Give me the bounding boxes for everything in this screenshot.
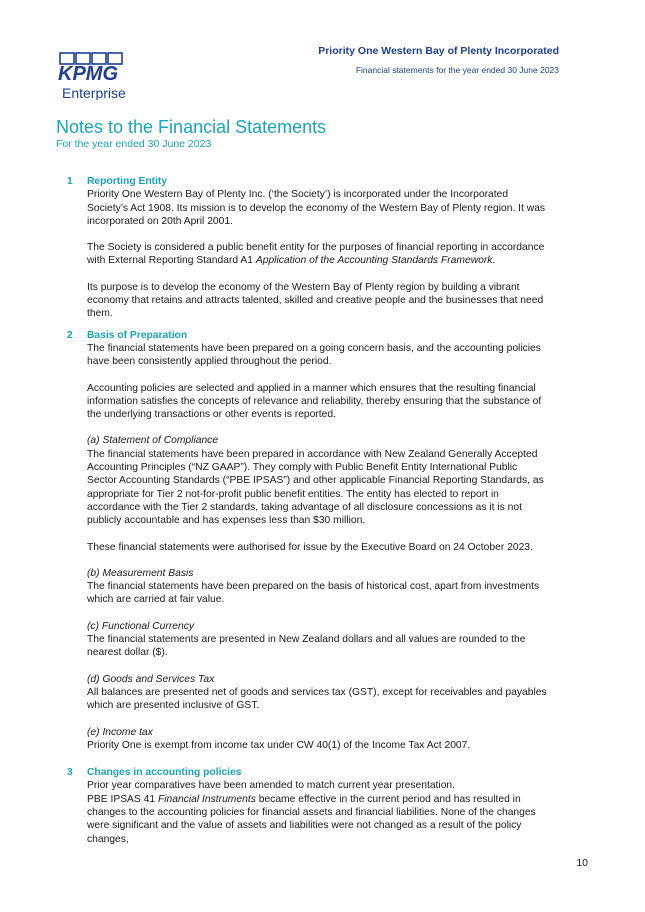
italic-text: Financial Instruments (157, 793, 256, 805)
section-heading: Basis of Preparation (87, 329, 188, 341)
section-number: 2 (67, 329, 73, 341)
text-run: The Society is considered a public benefit entity for the purposes of financial reporting in accordance with External Reporting Standard A1 (87, 242, 545, 267)
page-title: Notes to the Financial Statements (56, 117, 327, 137)
paragraph: The financial statements have been prepared in accordance with New Zealand Generally Accepted Accounting Principles (“NZ GAAP”). They comply with Public Benefit Entity International Public Sector Accounting Standards (“PBE IPSAS”) and other applicable Financial Reporting Standards, as appropriate for Tier 2 not-for-profit public benefit entities. The entity has elected to report in accordance with the Tier 2 standards, taking advantage of all disclosure concessions as it is not publicly accountable and has expenses less than $30 million. (87, 448, 544, 527)
text-run: PBE IPSAS 41 (87, 793, 158, 805)
logo-wordmark: KPMG (58, 63, 118, 85)
section-heading: Reporting Entity (87, 176, 168, 187)
italic-text: Application of the Accounting Standards Framework (255, 255, 493, 267)
notes-content (67, 175, 547, 846)
paragraph: All balances are presented net of goods and services tax (GST), except for receivables and payables which are presented inclusive of GST. (87, 686, 547, 712)
section-1 (67, 175, 547, 321)
subheading: (a) Statement of Compliance (87, 435, 219, 447)
section-3 (67, 766, 547, 846)
paragraph: The financial statements are presented in New Zealand dollars and all values are rounded to the nearest dollar ($). (87, 634, 526, 659)
paragraph: These financial statements were authorised for issue by the Executive Board on 24 October 2023. (87, 541, 533, 553)
section-number: 1 (67, 176, 73, 187)
section-number: 3 (67, 767, 73, 779)
logo-subtext: Enterprise (62, 85, 126, 100)
paragraph (87, 241, 547, 268)
section-heading: Changes in accounting policies (87, 767, 242, 779)
subheading: (c) Functional Currency (87, 620, 195, 632)
kpmg-logo (56, 52, 130, 105)
subheading: (b) Measurement Basis (87, 567, 194, 579)
subheading: (d) Goods and Services Tax (87, 673, 215, 685)
paragraph: Priority One Western Bay of Plenty Inc. (‘the Society’) is incorporated under the Incorporated Society’s Act 1908. Its mission is to develop the economy of the Western Bay of Plenty region. It was incorporated on 20th April 2001. (87, 189, 546, 227)
paragraph: Prior year comparatives have been amended to match current year presentation. (87, 780, 456, 792)
paragraph: Its purpose is to develop the economy of the Western Bay of Plenty region by building a vibrant economy that retains and attracts talented, skilled and creative people and the businesses that need them. (87, 281, 544, 320)
page-subtitle: For the year ended 30 June 2023 (56, 138, 212, 150)
text-run: . (492, 255, 496, 267)
paragraph: Priority One is exempt from income tax under CW 40(1) of the Income Tax Act 2007. (87, 739, 471, 751)
org-name: Priority One Western Bay of Plenty Incorporated (318, 45, 559, 57)
paragraph: The financial statements have been prepared on a going concern basis, and the accounting policies have been consistently applied throughout the period. (87, 342, 541, 368)
page-number: 10 (576, 857, 588, 869)
paragraph: The financial statements have been prepared on the basis of historical cost, apart from investments which are carried at fair value. (87, 581, 540, 606)
paragraph: Accounting policies are selected and applied in a manner which ensures that the resulting financial information satisfies the concepts of relevance and reliability, thereby ensuring that the substance of the underlying transactions or other events is reported. (87, 382, 542, 421)
paragraph (87, 793, 547, 846)
text-run: became effective in the current period and has resulted in changes to the accounting policies for financial assets and financial liabilities. None of the changes were significant and the value of assets and liabilities were not changed as a result of the policy changes, (87, 793, 536, 845)
kpmg-logo-graphic (56, 52, 130, 100)
section-2 (67, 329, 547, 752)
header-org (318, 45, 559, 75)
subheading: (e) Income tax (87, 726, 153, 738)
header-period: Financial statements for the year ended 30 June 2023 (355, 65, 559, 75)
